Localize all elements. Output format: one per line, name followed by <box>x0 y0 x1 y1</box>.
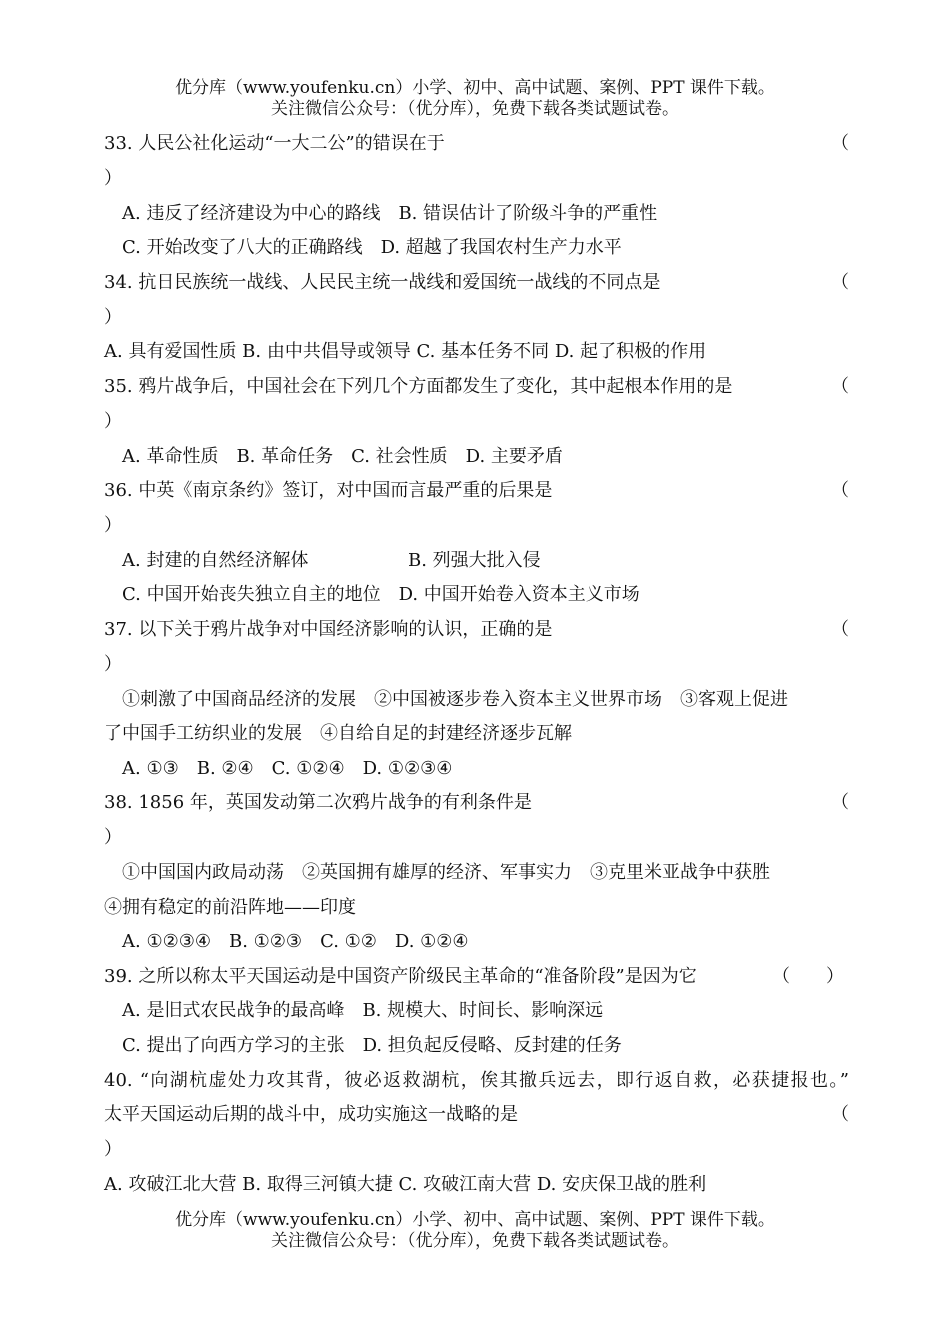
question-38-items-line-1: ①中国国内政局动荡 ②英国拥有雄厚的经济、军事实力 ③克里米亚战争中获胜 <box>122 862 770 883</box>
question-40-close-paren: ） <box>104 1139 122 1160</box>
question-33-close-paren: ） <box>104 168 122 189</box>
footer-line-1: 优分库（www.youfenku.cn）小学、初中、高中试题、案例、PPT 课件下载。 <box>175 1210 775 1230</box>
question-36-option-a: A. 封建的自然经济解体 <box>122 550 309 571</box>
question-38-close-paren: ） <box>104 827 122 848</box>
question-34-stem: 34. 抗日民族统一战线、人民民主统一战线和爱国统一战线的不同点是 （ <box>104 272 849 293</box>
question-37-stem: 37. 以下关于鸦片战争对中国经济影响的认识，正确的是 （ <box>104 619 849 640</box>
question-34-close-paren: ） <box>104 307 122 328</box>
question-36-stem: 36. 中英《南京条约》签订，对中国而言最严重的后果是 （ <box>104 480 849 501</box>
question-36-close-paren: ） <box>104 515 122 536</box>
question-39-answer-blank: （ ） <box>772 966 844 987</box>
question-33-options-cd: C. 开始改变了八大的正确路线 D. 超越了我国农村生产力水平 <box>122 237 622 258</box>
question-36-options-ab <box>122 549 849 573</box>
question-36-options-cd: C. 中国开始丧失独立自主的地位 D. 中国开始卷入资本主义市场 <box>122 584 640 605</box>
question-40-stem-line-1: 40. “向湖杭虚处力攻其背，彼必返救湖杭，俟其撤兵远去，即行返自救，必获捷报也。” <box>104 1070 849 1091</box>
footer-line-2: 关注微信公众号：（优分库），免费下载各类试题试卷。 <box>271 1231 679 1251</box>
header-line-1: 优分库（www.youfenku.cn）小学、初中、高中试题、案例、PPT 课件下载。 <box>175 78 775 98</box>
question-40-stem-line-2: 太平天国运动后期的战斗中，成功实施这一战略的是 （ <box>104 1104 849 1125</box>
question-33-options-ab: A. 违反了经济建设为中心的路线 B. 错误估计了阶级斗争的严重性 <box>122 203 658 224</box>
question-36-option-b: B. 列强大批入侵 <box>408 550 541 571</box>
question-35-stem: 35. 鸦片战争后，中国社会在下列几个方面都发生了变化，其中起根本作用的是 （ <box>104 376 849 397</box>
question-40-options: A. 攻破江北大营 B. 取得三河镇大捷 C. 攻破江南大营 D. 安庆保卫战的胜利 <box>104 1174 707 1195</box>
question-39-options-cd: C. 提出了向西方学习的主张 D. 担负起反侵略、反封建的任务 <box>122 1035 622 1056</box>
question-39-options-ab: A. 是旧式农民战争的最高峰 B. 规模大、时间长、影响深远 <box>122 1000 604 1021</box>
question-33-stem: 33. 人民公社化运动“一大二公”的错误在于 （ <box>104 133 849 154</box>
question-38-options: A. ①②③④ B. ①②③ C. ①② D. ①②④ <box>122 931 469 952</box>
question-35-options: A. 革命性质 B. 革命任务 C. 社会性质 D. 主要矛盾 <box>122 446 563 467</box>
question-37-options: A. ①③ B. ②④ C. ①②④ D. ①②③④ <box>122 758 453 779</box>
question-34-options: A. 具有爱国性质 B. 由中共倡导或领导 C. 基本任务不同 D. 起了积极的作用 <box>104 341 707 362</box>
question-38-items-line-2: ④拥有稳定的前沿阵地——印度 <box>104 897 356 918</box>
question-35-close-paren: ） <box>104 411 122 432</box>
header-line-2: 关注微信公众号：（优分库），免费下载各类试题试卷。 <box>271 99 679 119</box>
question-38-stem: 38. 1856 年，英国发动第二次鸦片战争的有利条件是 （ <box>104 792 849 813</box>
question-37-items-line-2: 了中国手工纺织业的发展 ④自给自足的封建经济逐步瓦解 <box>104 723 572 744</box>
question-37-items-line-1: ①刺激了中国商品经济的发展 ②中国被逐步卷入资本主义世界市场 ③客观上促进 <box>122 689 788 710</box>
question-37-close-paren: ） <box>104 654 122 675</box>
question-39-stem: 39. 之所以称太平天国运动是中国资产阶级民主革命的“准备阶段”是因为它 （ ） <box>104 966 844 987</box>
